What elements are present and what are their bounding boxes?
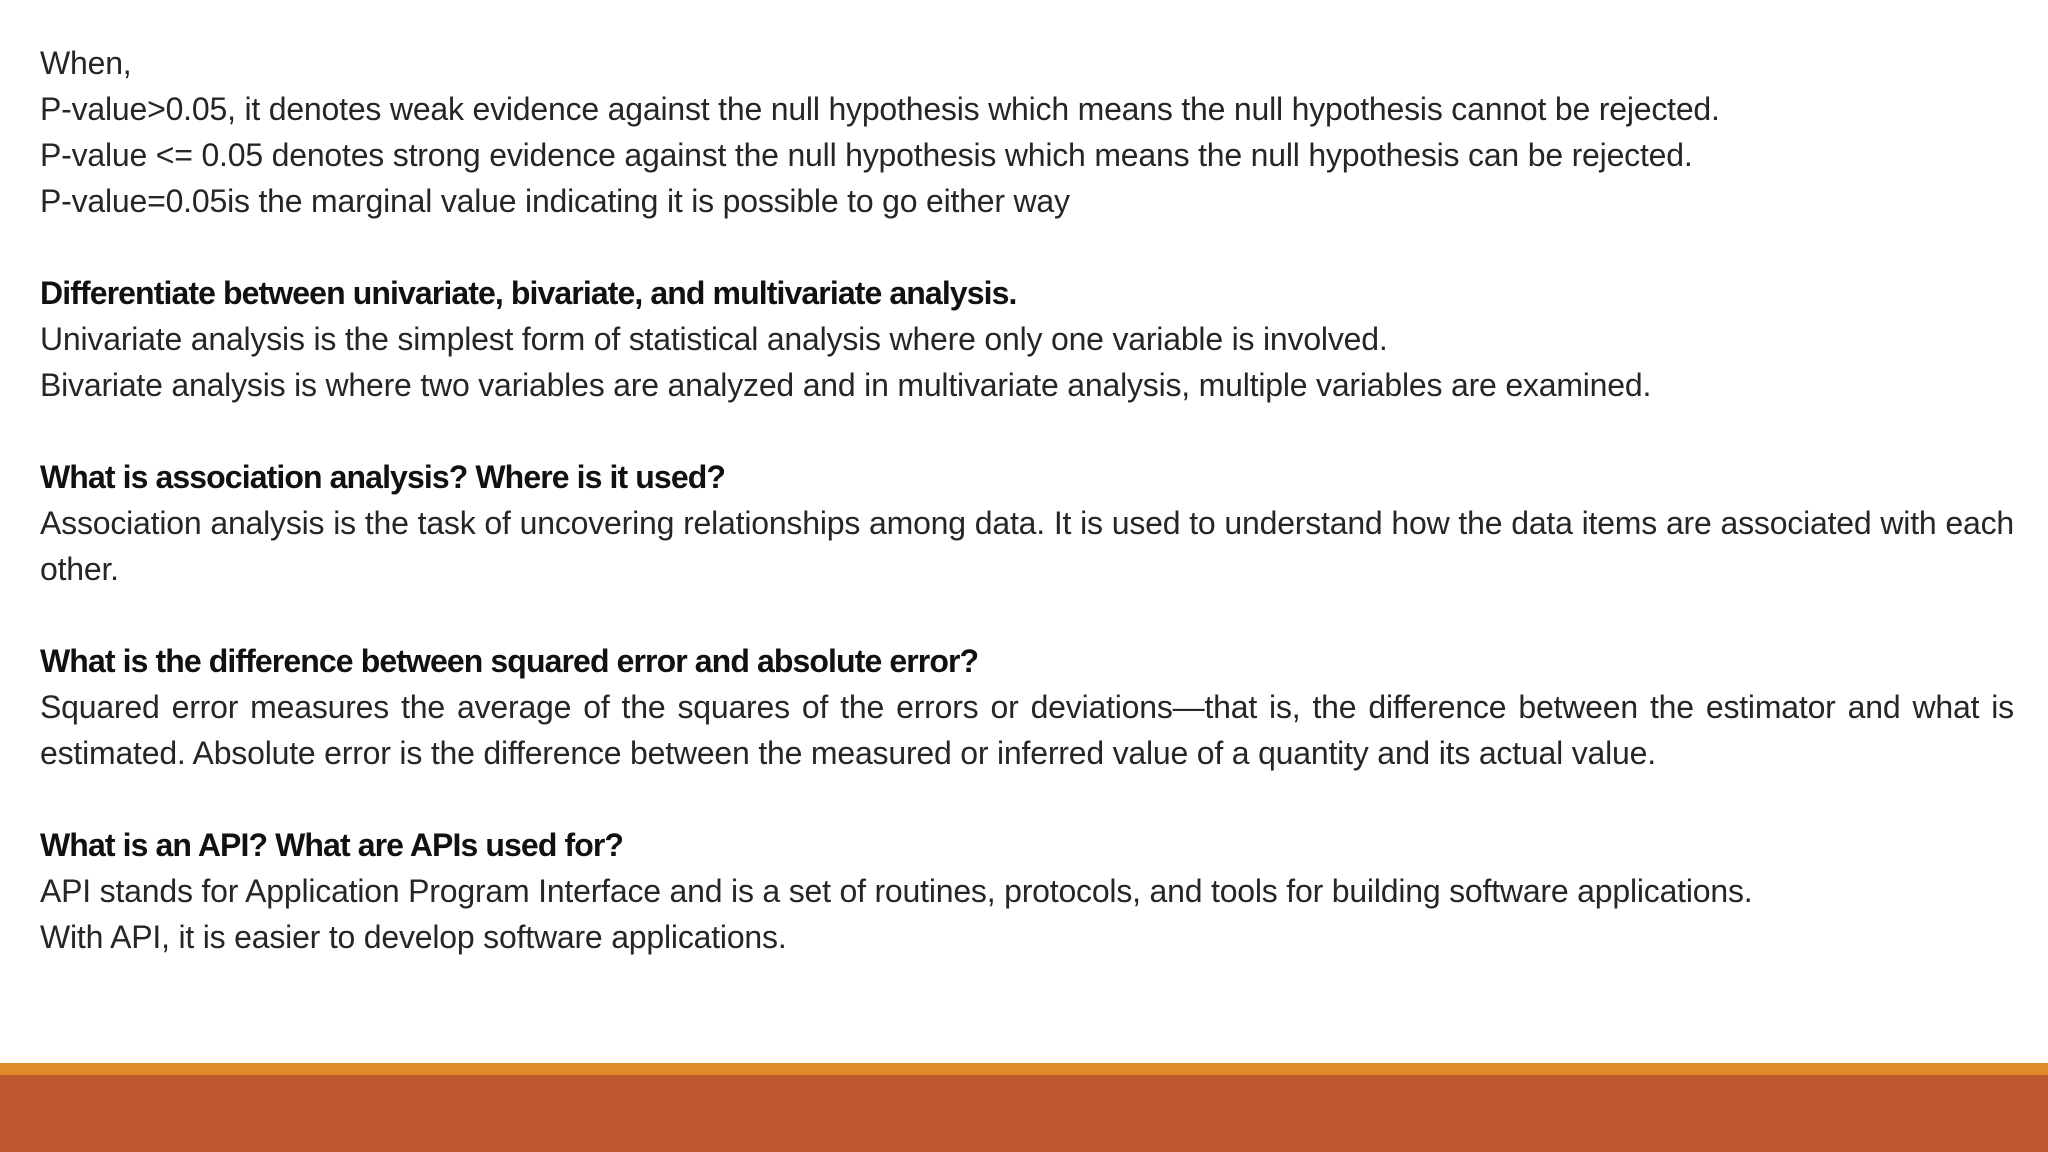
section-api <box>40 822 2014 960</box>
intro-line: P-value=0.05is the marginal value indicating it is possible to go either way <box>40 183 1070 219</box>
section-univariate <box>40 270 2014 408</box>
section-error <box>40 638 2014 776</box>
intro-line: P-value <= 0.05 denotes strong evidence against the null hypothesis which means the null hypothesis can be rejected. <box>40 137 1693 173</box>
section-heading: What is association analysis? Where is it used? <box>40 459 726 495</box>
section-paragraph: Squared error measures the average of the squares of the errors or deviations—that is, the difference between the estimator and what is estimated. Absolute error is the difference between the measured or inferred value of a quantity and its actual value. <box>40 689 2014 771</box>
footer-band <box>0 1075 2048 1152</box>
section-heading: What is an API? What are APIs used for? <box>40 827 624 863</box>
section-heading: What is the difference between squared error and absolute error? <box>40 643 979 679</box>
intro-line: P-value>0.05, it denotes weak evidence against the null hypothesis which means the null hypothesis cannot be rejected. <box>40 91 1720 127</box>
section-line: Univariate analysis is the simplest form of statistical analysis where only one variable is involved. <box>40 321 1388 357</box>
slide-content <box>40 40 2014 960</box>
section-paragraph: Association analysis is the task of uncovering relationships among data. It is used to understand how the data items are associated with each other. <box>40 505 2014 587</box>
section-line: API stands for Application Program Interface and is a set of routines, protocols, and tools for building software applications. <box>40 873 1753 909</box>
footer-stripe <box>0 1063 2048 1075</box>
section-line: With API, it is easier to develop software applications. <box>40 919 787 955</box>
intro-line: When, <box>40 45 132 81</box>
section-heading: Differentiate between univariate, bivariate, and multivariate analysis. <box>40 275 1017 311</box>
section-association <box>40 454 2014 592</box>
intro-block <box>40 40 2014 224</box>
section-line: Bivariate analysis is where two variables are analyzed and in multivariate analysis, multiple variables are examined. <box>40 367 1652 403</box>
